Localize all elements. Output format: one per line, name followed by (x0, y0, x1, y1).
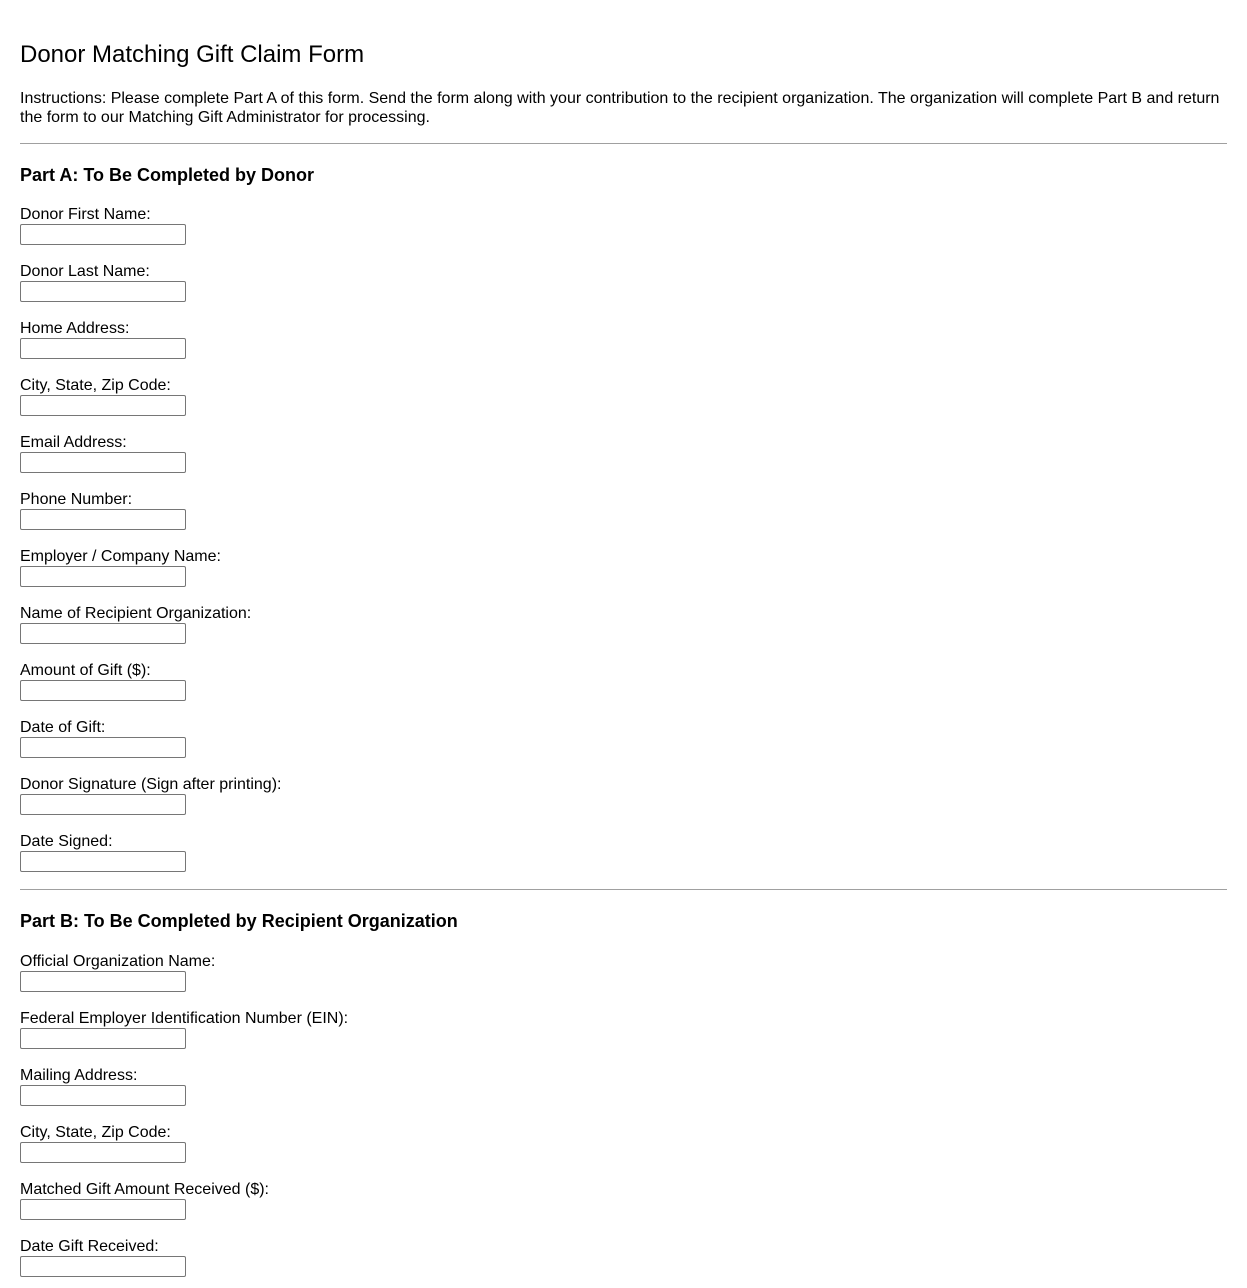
ein-label: Federal Employer Identification Number (EIN): (20, 1010, 349, 1027)
mailing-address-input[interactable] (20, 1085, 186, 1106)
employer-name-input[interactable] (20, 566, 186, 587)
donor-first-name-label: Donor First Name: (20, 206, 151, 223)
instructions-text: Instructions: Please complete Part A of this form. Send the form along with your contribution to the recipient organization. The organization will complete Part B and return the form to our Matching Gift Administrator for processing. (20, 90, 1220, 126)
section-divider-middle (20, 889, 1227, 890)
email-address-input[interactable] (20, 452, 186, 473)
donor-city-state-zip-input[interactable] (20, 395, 186, 416)
organization-city-state-zip-input[interactable] (20, 1142, 186, 1163)
matched-gift-amount-label: Matched Gift Amount Received ($): (20, 1181, 269, 1198)
recipient-organization-input[interactable] (20, 623, 186, 644)
donor-last-name-input[interactable] (20, 281, 186, 302)
gift-date-label: Date of Gift: (20, 719, 106, 736)
gift-date-input[interactable] (20, 737, 186, 758)
gift-amount-label: Amount of Gift ($): (20, 662, 151, 679)
gift-amount-input[interactable] (20, 680, 186, 701)
email-address-label: Email Address: (20, 434, 127, 451)
date-signed-label: Date Signed: (20, 833, 113, 850)
employer-name-label: Employer / Company Name: (20, 548, 221, 565)
donor-signature-label: Donor Signature (Sign after printing): (20, 776, 282, 793)
official-organization-name-input[interactable] (20, 971, 186, 992)
date-gift-received-input[interactable] (20, 1256, 186, 1277)
recipient-organization-label: Name of Recipient Organization: (20, 605, 252, 622)
phone-number-input[interactable] (20, 509, 186, 530)
date-gift-received-label: Date Gift Received: (20, 1238, 159, 1255)
home-address-input[interactable] (20, 338, 186, 359)
phone-number-label: Phone Number: (20, 491, 133, 508)
donor-city-state-zip-label: City, State, Zip Code: (20, 377, 171, 394)
part-a-heading: Part A: To Be Completed by Donor (20, 165, 315, 185)
donor-signature-input[interactable] (20, 794, 186, 815)
organization-city-state-zip-label: City, State, Zip Code: (20, 1124, 171, 1141)
part-b-heading: Part B: To Be Completed by Recipient Organization (20, 911, 458, 931)
ein-input[interactable] (20, 1028, 186, 1049)
date-signed-input[interactable] (20, 851, 186, 872)
page-title: Donor Matching Gift Claim Form (20, 41, 365, 68)
donor-last-name-label: Donor Last Name: (20, 263, 150, 280)
mailing-address-label: Mailing Address: (20, 1067, 138, 1084)
donor-first-name-input[interactable] (20, 224, 186, 245)
home-address-label: Home Address: (20, 320, 130, 337)
section-divider-top (20, 143, 1227, 144)
matched-gift-amount-input[interactable] (20, 1199, 186, 1220)
official-organization-name-label: Official Organization Name: (20, 953, 216, 970)
